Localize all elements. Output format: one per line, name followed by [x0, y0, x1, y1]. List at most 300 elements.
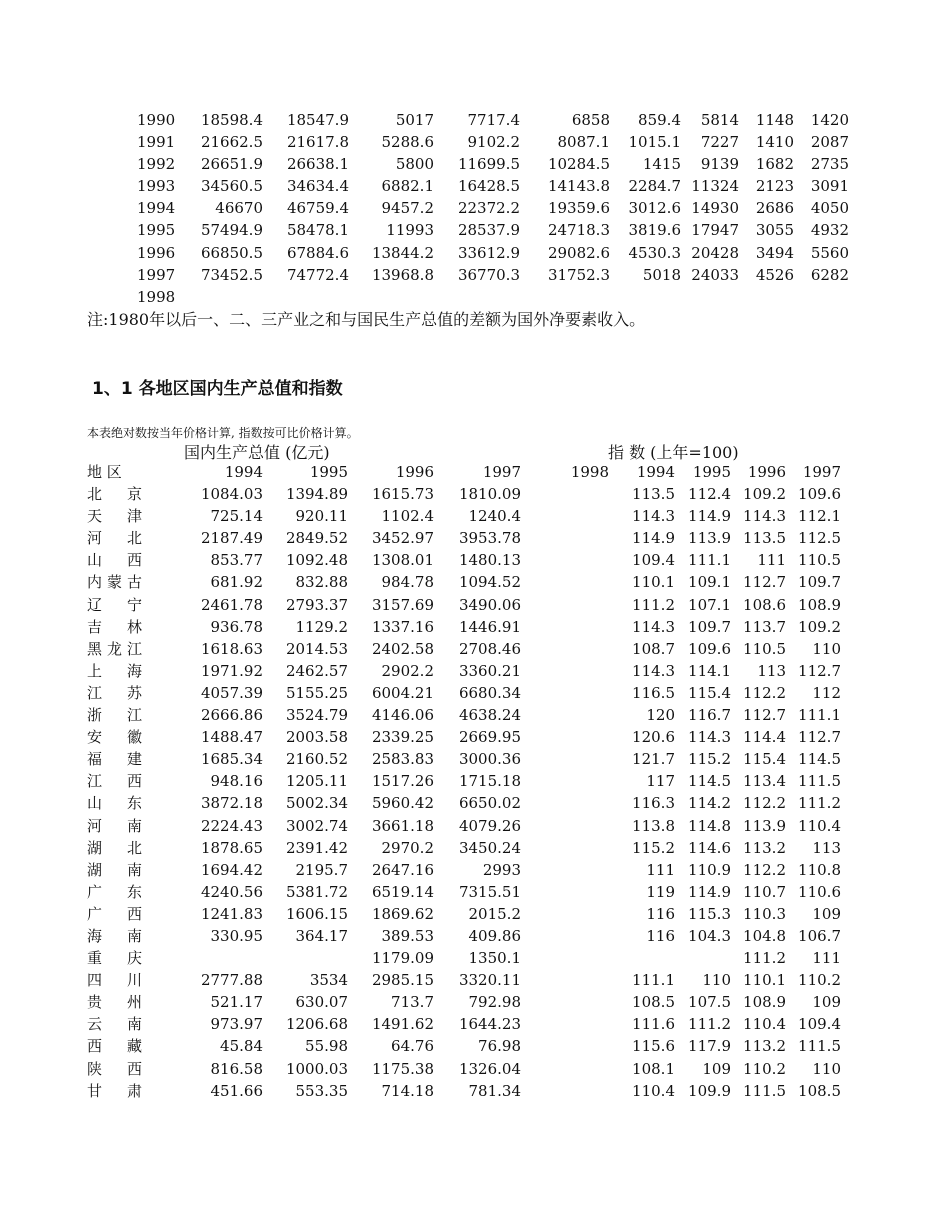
region-column-header: 地 区	[87, 463, 122, 481]
value-cell: 1420	[810, 111, 849, 129]
table-row	[87, 660, 841, 682]
gdp-value-cell: 1206.68	[285, 1015, 348, 1034]
value-cell: 26638.1	[286, 155, 349, 174]
table-row	[87, 1080, 841, 1102]
value-cell: 19359.6	[547, 199, 610, 218]
index-value-cell: 111.1	[632, 971, 675, 990]
value-cell: 5017	[395, 111, 434, 129]
value-cell: 18598.4	[200, 111, 263, 129]
value-cell: 34634.4	[286, 177, 349, 196]
gdp-value-cell: 2160.52	[285, 750, 348, 769]
gdp-value-cell	[142, 947, 263, 969]
table-row	[87, 815, 841, 837]
gdp-value-cell: 3661.18	[371, 816, 434, 835]
gdp-value-cell: 1878.65	[200, 838, 263, 857]
index-value-cell: 111.6	[632, 1015, 675, 1034]
index-value-cell	[675, 947, 731, 969]
index-value-cell: 121.7	[632, 750, 675, 769]
index-value-cell: 111.1	[688, 551, 731, 570]
table-row	[87, 638, 841, 660]
gdp-value-cell: 2339.25	[371, 728, 434, 747]
gdp-value-cell: 2849.52	[285, 529, 348, 548]
historical-data-table	[137, 109, 849, 308]
gdp-value-cell: 1810.09	[458, 485, 521, 504]
index-value-cell: 106.7	[798, 926, 841, 945]
index-value-cell: 114.9	[688, 507, 731, 526]
gdp-value-cell: 2402.58	[371, 639, 434, 658]
table-row	[137, 131, 849, 153]
value-cell: 1148	[755, 111, 794, 129]
table-row	[137, 175, 849, 197]
year-cell: 1993	[137, 177, 176, 196]
index-value-cell: 109.6	[798, 485, 841, 504]
value-cell: 5814	[700, 111, 739, 129]
gdp-value-cell: 1129.2	[295, 617, 348, 636]
gdp-value-cell: 2187.49	[200, 529, 263, 548]
index-value-cell: 114.6	[688, 838, 731, 857]
index-value-cell: 108.1	[632, 1059, 675, 1078]
gdp-value-cell: 1094.52	[458, 573, 521, 592]
value-cell	[434, 286, 520, 308]
value-cell: 18547.9	[286, 111, 349, 129]
gdp-value-cell: 2391.42	[285, 838, 348, 857]
footnote: 注:1980年以后一、二、三产业之和与国民生产总值的差额为国外净要素收入。	[87, 310, 646, 329]
gdp-value-cell: 2462.57	[285, 661, 348, 680]
gdp-value-cell: 1337.16	[371, 617, 434, 636]
value-cell: 28537.9	[457, 221, 520, 240]
region-name-cell: 内蒙古	[87, 573, 142, 592]
gdp-1998-cell	[521, 881, 609, 903]
gdp-value-cell: 5002.34	[285, 794, 348, 813]
gdp-value-cell: 1517.26	[371, 772, 434, 791]
table-row	[87, 704, 841, 726]
year-cell: 1997	[137, 265, 176, 284]
gdp-1998-cell	[521, 1013, 609, 1035]
year-column-header: 1995	[692, 463, 731, 481]
value-cell: 3055	[755, 221, 794, 240]
index-value-cell: 114.3	[632, 617, 675, 636]
value-cell: 1415	[642, 155, 681, 174]
index-value-cell: 112	[812, 683, 841, 702]
gdp-value-cell: 1394.89	[285, 485, 348, 504]
value-cell: 3494	[755, 243, 794, 262]
table-row	[87, 947, 841, 969]
gdp-value-cell: 2583.83	[371, 750, 434, 769]
value-cell: 5560	[810, 243, 849, 262]
year-column-header: 1994	[224, 463, 263, 481]
gdp-value-cell: 984.78	[381, 573, 434, 592]
value-cell: 11324	[691, 177, 739, 196]
index-value-cell: 115.4	[688, 683, 731, 702]
gdp-value-cell: 2985.15	[371, 971, 434, 990]
index-value-cell: 111	[646, 860, 675, 879]
index-value-cell: 110.3	[743, 904, 786, 923]
gdp-value-cell: 1715.18	[458, 772, 521, 791]
table-row	[87, 726, 841, 748]
value-cell: 2087	[810, 133, 849, 152]
value-cell: 1682	[755, 155, 794, 174]
gdp-1998-cell	[521, 726, 609, 748]
index-value-cell: 110.5	[798, 551, 841, 570]
value-cell: 3091	[810, 177, 849, 196]
year-column-header: 1994	[636, 463, 675, 481]
value-cell: 9139	[700, 155, 739, 174]
region-name-cell: 河北	[87, 529, 142, 548]
table-row	[137, 264, 849, 286]
index-value-cell: 110.2	[743, 1059, 786, 1078]
value-cell: 22372.2	[457, 199, 520, 218]
index-value-cell: 104.8	[743, 926, 786, 945]
gdp-value-cell: 2014.53	[285, 639, 348, 658]
value-cell: 2123	[755, 177, 794, 196]
value-cell	[263, 286, 349, 308]
table-row	[137, 242, 849, 264]
value-cell: 4932	[810, 221, 849, 240]
index-value-cell: 116	[646, 926, 675, 945]
index-value-cell: 110	[812, 1059, 841, 1078]
gdp-value-cell: 725.14	[210, 507, 263, 526]
value-cell: 3819.6	[628, 221, 681, 240]
index-value-cell: 110.2	[798, 971, 841, 990]
index-value-cell: 110.5	[743, 639, 786, 658]
gdp-value-cell: 389.53	[381, 926, 434, 945]
gdp-value-cell: 1491.62	[371, 1015, 434, 1034]
value-cell: 13968.8	[371, 265, 434, 284]
gdp-value-cell: 1326.04	[458, 1059, 521, 1078]
value-cell: 4530.3	[628, 243, 681, 262]
region-name-cell: 浙江	[87, 706, 142, 725]
region-name-cell: 江西	[87, 772, 142, 791]
index-value-cell: 117	[646, 772, 675, 791]
table-row	[137, 219, 849, 241]
regional-gdp-table	[87, 461, 841, 1102]
index-value-cell: 120.6	[632, 728, 675, 747]
section-title: 1、1 各地区国内生产总值和指数	[92, 379, 343, 399]
value-cell: 74772.4	[286, 265, 349, 284]
table-row	[87, 837, 841, 859]
region-name-cell: 山东	[87, 794, 142, 813]
gdp-value-cell: 2669.95	[458, 728, 521, 747]
value-cell: 24718.3	[547, 221, 610, 240]
value-cell: 73452.5	[200, 265, 263, 284]
index-value-cell: 110	[812, 639, 841, 658]
gdp-1998-cell	[521, 925, 609, 947]
value-cell: 21662.5	[200, 133, 263, 152]
gdp-value-cell: 1644.23	[458, 1015, 521, 1034]
index-value-cell: 114.8	[688, 816, 731, 835]
gdp-value-cell: 1084.03	[200, 485, 263, 504]
gdp-value-cell: 3490.06	[458, 595, 521, 614]
gdp-1998-cell	[521, 1080, 609, 1102]
index-value-cell: 116	[646, 904, 675, 923]
gdp-value-cell: 5381.72	[285, 882, 348, 901]
year-cell: 1994	[137, 199, 176, 218]
index-value-cell: 111.5	[798, 1037, 841, 1056]
value-cell: 26651.9	[200, 155, 263, 174]
index-value-cell: 112.7	[743, 706, 786, 725]
gdp-1998-cell	[521, 748, 609, 770]
index-value-cell: 111.2	[798, 794, 841, 813]
gdp-value-cell: 2793.37	[285, 595, 348, 614]
gdp-value-cell: 714.18	[381, 1081, 434, 1100]
index-value-cell: 109	[812, 904, 841, 923]
index-value-cell: 109.6	[688, 639, 731, 658]
index-value-cell: 112.7	[743, 573, 786, 592]
region-name-cell: 福建	[87, 750, 142, 769]
gdp-value-cell: 2647.16	[371, 860, 434, 879]
gdp-value-cell: 936.78	[210, 617, 263, 636]
value-cell: 33612.9	[457, 243, 520, 262]
gdp-value-cell: 55.98	[305, 1037, 348, 1056]
value-cell: 20428	[691, 243, 739, 262]
gdp-value-cell: 1618.63	[200, 639, 263, 658]
gdp-value-cell: 1308.01	[371, 551, 434, 570]
gdp-column-group-header: 国内生产总值 (亿元)	[184, 443, 330, 462]
gdp-1998-cell	[521, 859, 609, 881]
table-row	[87, 1013, 841, 1035]
gdp-value-cell: 3450.24	[458, 838, 521, 857]
value-cell: 58478.1	[286, 221, 349, 240]
index-value-cell: 114.3	[743, 507, 786, 526]
index-value-cell: 111.5	[743, 1081, 786, 1100]
gdp-value-cell: 1488.47	[200, 728, 263, 747]
index-column-group-header: 指 数 (上年=100)	[608, 443, 739, 462]
gdp-value-cell: 6650.02	[458, 794, 521, 813]
index-value-cell: 108.7	[632, 639, 675, 658]
value-cell: 3012.6	[628, 199, 681, 218]
index-value-cell: 113.5	[743, 529, 786, 548]
table-row	[87, 505, 841, 527]
gdp-value-cell: 1606.15	[285, 904, 348, 923]
gdp-1998-cell	[521, 527, 609, 549]
region-name-cell: 湖南	[87, 860, 142, 879]
index-value-cell: 115.6	[632, 1037, 675, 1056]
gdp-value-cell: 2902.2	[381, 661, 434, 680]
value-cell: 8087.1	[557, 133, 610, 152]
value-cell: 1015.1	[628, 133, 681, 152]
index-value-cell: 108.9	[798, 595, 841, 614]
index-value-cell: 108.6	[743, 595, 786, 614]
index-value-cell: 111.2	[743, 949, 786, 968]
index-value-cell: 112.2	[743, 860, 786, 879]
index-value-cell: 113	[812, 838, 841, 857]
value-cell: 13844.2	[371, 243, 434, 262]
table-row	[87, 903, 841, 925]
value-cell: 859.4	[638, 111, 681, 129]
index-value-cell: 113.9	[743, 816, 786, 835]
index-value-cell: 113.5	[632, 485, 675, 504]
gdp-value-cell: 2224.43	[200, 816, 263, 835]
index-value-cell: 110.4	[743, 1015, 786, 1034]
gdp-value-cell: 948.16	[210, 772, 263, 791]
value-cell: 66850.5	[200, 243, 263, 262]
value-cell: 5018	[642, 265, 681, 284]
index-value-cell: 107.1	[688, 595, 731, 614]
table-row	[87, 859, 841, 881]
index-value-cell: 113.2	[743, 838, 786, 857]
index-value-cell: 112.7	[798, 661, 841, 680]
index-value-cell: 111.5	[798, 772, 841, 791]
index-value-cell: 110.1	[743, 971, 786, 990]
gdp-value-cell: 2970.2	[381, 838, 434, 857]
gdp-1998-cell	[521, 704, 609, 726]
value-cell	[520, 286, 610, 308]
gdp-value-cell: 3872.18	[200, 794, 263, 813]
year-cell: 1995	[137, 221, 176, 240]
value-cell: 67884.6	[286, 243, 349, 262]
index-value-cell: 115.2	[688, 750, 731, 769]
gdp-value-cell: 1971.92	[200, 661, 263, 680]
index-value-cell: 109.7	[688, 617, 731, 636]
table-row	[137, 197, 849, 219]
gdp-value-cell: 4146.06	[371, 706, 434, 725]
index-value-cell: 110.4	[632, 1081, 675, 1100]
table-row	[87, 991, 841, 1013]
gdp-value-cell: 364.17	[295, 926, 348, 945]
value-cell: 14930	[691, 199, 739, 218]
table-row	[87, 682, 841, 704]
gdp-1998-cell	[521, 594, 609, 616]
index-value-cell: 114.3	[688, 728, 731, 747]
gdp-value-cell: 1179.09	[371, 949, 434, 968]
gdp-1998-cell	[521, 505, 609, 527]
value-cell: 17947	[691, 221, 739, 240]
index-value-cell: 114.1	[688, 661, 731, 680]
gdp-1998-cell	[521, 1035, 609, 1057]
region-name-cell: 陕西	[87, 1059, 142, 1078]
gdp-value-cell: 4638.24	[458, 706, 521, 725]
value-cell	[681, 286, 739, 308]
region-name-cell: 广东	[87, 882, 142, 901]
gdp-value-cell: 4057.39	[200, 683, 263, 702]
index-value-cell: 112.1	[798, 507, 841, 526]
gdp-value-cell: 681.92	[210, 573, 263, 592]
gdp-1998-cell	[521, 549, 609, 571]
value-cell: 6882.1	[381, 177, 434, 196]
gdp-value-cell: 2666.86	[200, 706, 263, 725]
table-row	[87, 1058, 841, 1080]
gdp-1998-cell	[521, 792, 609, 814]
index-value-cell: 114.3	[632, 661, 675, 680]
index-value-cell: 109.1	[688, 573, 731, 592]
index-value-cell: 115.4	[743, 750, 786, 769]
table-subnote: 本表绝对数按当年价格计算, 指数按可比价格计算。	[87, 426, 359, 440]
regional-gdp-body	[87, 483, 841, 1102]
gdp-value-cell: 630.07	[295, 993, 348, 1012]
region-name-cell: 黑龙江	[87, 639, 142, 658]
value-cell: 57494.9	[200, 221, 263, 240]
region-name-cell: 河南	[87, 816, 142, 835]
gdp-value-cell: 553.35	[295, 1081, 348, 1100]
gdp-value-cell: 1102.4	[381, 507, 434, 526]
index-value-cell: 114.4	[743, 728, 786, 747]
index-value-cell: 109.2	[743, 485, 786, 504]
index-value-cell: 119	[646, 882, 675, 901]
gdp-value-cell: 1694.42	[200, 860, 263, 879]
gdp-value-cell: 2195.7	[295, 860, 348, 879]
gdp-value-cell: 853.77	[210, 551, 263, 570]
gdp-value-cell: 64.76	[391, 1037, 434, 1056]
gdp-value-cell: 2015.2	[468, 904, 521, 923]
year-cell: 1990	[137, 111, 176, 129]
gdp-value-cell: 1685.34	[200, 750, 263, 769]
table-row	[87, 792, 841, 814]
region-name-cell: 广西	[87, 904, 142, 923]
index-value-cell: 108.5	[798, 1081, 841, 1100]
gdp-1998-cell	[521, 815, 609, 837]
value-cell: 2284.7	[628, 177, 681, 196]
region-name-cell: 海南	[87, 926, 142, 945]
gdp-value-cell: 5960.42	[371, 794, 434, 813]
value-cell	[794, 286, 849, 308]
index-value-cell: 111.2	[632, 595, 675, 614]
gdp-value-cell: 792.98	[468, 993, 521, 1012]
gdp-1998-cell	[521, 770, 609, 792]
table-row	[87, 770, 841, 792]
value-cell: 31752.3	[547, 265, 610, 284]
index-value-cell: 113.4	[743, 772, 786, 791]
value-cell: 7227	[700, 133, 739, 152]
gdp-value-cell: 1092.48	[285, 551, 348, 570]
table-row	[87, 1035, 841, 1057]
region-name-cell: 山西	[87, 551, 142, 570]
table-row	[87, 969, 841, 991]
index-value-cell: 112.2	[743, 683, 786, 702]
table-row	[87, 527, 841, 549]
value-cell: 24033	[691, 265, 739, 284]
year-cell: 1998	[137, 287, 176, 306]
index-value-cell: 114.2	[688, 794, 731, 813]
gdp-value-cell: 521.17	[210, 993, 263, 1012]
gdp-value-cell: 6680.34	[458, 683, 521, 702]
region-name-cell: 吉林	[87, 617, 142, 636]
gdp-value-cell: 6004.21	[371, 683, 434, 702]
index-value-cell: 109.2	[798, 617, 841, 636]
value-cell: 2686	[755, 199, 794, 218]
value-cell: 9457.2	[381, 199, 434, 218]
table-row	[87, 549, 841, 571]
index-value-cell: 109	[702, 1059, 731, 1078]
index-value-cell: 108.9	[743, 993, 786, 1012]
gdp-value-cell: 4079.26	[458, 816, 521, 835]
index-value-cell: 110	[702, 971, 731, 990]
table-row	[137, 109, 849, 131]
index-value-cell: 109.4	[798, 1015, 841, 1034]
index-value-cell: 104.3	[688, 926, 731, 945]
value-cell: 14143.8	[547, 177, 610, 196]
index-value-cell: 109.9	[688, 1081, 731, 1100]
value-cell	[181, 286, 263, 308]
region-name-cell: 安徽	[87, 728, 142, 747]
table-row	[137, 153, 849, 175]
index-value-cell: 114.9	[688, 882, 731, 901]
historical-data-body	[137, 109, 849, 308]
table-row	[137, 286, 849, 308]
gdp-value-cell: 3360.21	[458, 661, 521, 680]
year-cell: 1992	[137, 155, 176, 174]
year-column-header: 1997	[802, 463, 841, 481]
table-row	[87, 594, 841, 616]
gdp-1998-cell	[521, 638, 609, 660]
region-name-cell: 贵州	[87, 993, 142, 1012]
gdp-value-cell: 2003.58	[285, 728, 348, 747]
gdp-value-cell: 3320.11	[458, 971, 521, 990]
region-name-cell: 湖北	[87, 838, 142, 857]
gdp-value-cell: 3452.97	[371, 529, 434, 548]
year-cell: 1991	[137, 133, 176, 152]
value-cell: 5288.6	[381, 133, 434, 152]
gdp-value-cell: 920.11	[295, 507, 348, 526]
